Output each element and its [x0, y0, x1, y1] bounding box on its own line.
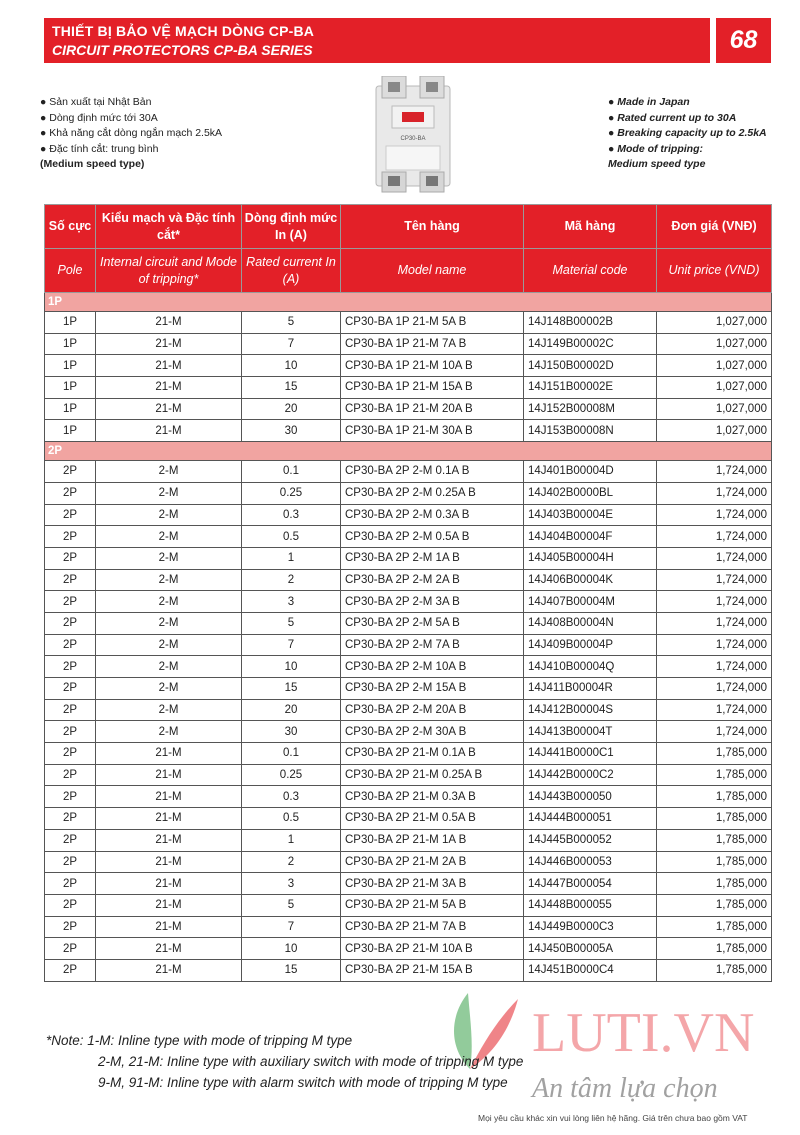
unit-price-cell: 1,785,000 — [657, 808, 772, 830]
circuit-type-cell: 21-M — [96, 764, 242, 786]
table-row — [45, 786, 772, 808]
unit-price-cell: 1,027,000 — [657, 398, 772, 420]
rated-current-cell: 30 — [242, 420, 341, 442]
col-header: Pole — [45, 249, 96, 293]
rated-current-cell: 10 — [242, 938, 341, 960]
pole-cell: 2P — [45, 829, 96, 851]
model-name-cell: CP30-BA 2P 2-M 1A B — [341, 547, 524, 569]
pole-cell: 1P — [45, 420, 96, 442]
col-header: Số cực — [45, 205, 96, 249]
table-row — [45, 504, 772, 526]
model-name-cell: CP30-BA 2P 2-M 0.5A B — [341, 526, 524, 548]
model-name-cell: CP30-BA 1P 21-M 15A B — [341, 377, 524, 399]
pole-cell: 2P — [45, 634, 96, 656]
pole-cell: 2P — [45, 764, 96, 786]
feature-line: ● Mode of tripping: — [608, 142, 703, 155]
material-code-cell: 14J412B00004S — [524, 699, 657, 721]
rated-current-cell: 0.25 — [242, 764, 341, 786]
circuit-type-cell: 2-M — [96, 612, 242, 634]
circuit-type-cell: 21-M — [96, 808, 242, 830]
unit-price-cell: 1,724,000 — [657, 547, 772, 569]
product-label: CP30-BA — [400, 136, 426, 142]
material-code-cell: 14J446B000053 — [524, 851, 657, 873]
pole-cell: 2P — [45, 786, 96, 808]
material-code-cell: 14J444B000051 — [524, 808, 657, 830]
rated-current-cell: 2 — [242, 569, 341, 591]
circuit-type-cell: 2-M — [96, 504, 242, 526]
pole-cell: 2P — [45, 656, 96, 678]
material-code-cell: 14J405B00004H — [524, 547, 657, 569]
pole-cell: 2P — [45, 461, 96, 483]
rated-current-cell: 30 — [242, 721, 341, 743]
circuit-type-cell: 21-M — [96, 333, 242, 355]
group-row-1p — [45, 293, 772, 312]
table-row — [45, 851, 772, 873]
table-row — [45, 634, 772, 656]
unit-price-cell: 1,724,000 — [657, 591, 772, 613]
unit-price-cell: 1,785,000 — [657, 851, 772, 873]
circuit-type-cell: 2-M — [96, 591, 242, 613]
table-row — [45, 916, 772, 938]
material-code-cell: 14J451B0000C4 — [524, 959, 657, 981]
model-name-cell: CP30-BA 2P 21-M 0.5A B — [341, 808, 524, 830]
rated-current-cell: 1 — [242, 829, 341, 851]
note-line: *Note: 1-M: Inline type with mode of tripping M type — [46, 1033, 353, 1048]
col-header: Tên hàng — [341, 205, 524, 249]
pole-cell: 1P — [45, 355, 96, 377]
model-name-cell: CP30-BA 1P 21-M 20A B — [341, 398, 524, 420]
table-row — [45, 699, 772, 721]
table-body — [45, 293, 772, 982]
page-header-banner — [44, 18, 710, 63]
circuit-type-cell: 21-M — [96, 420, 242, 442]
material-code-cell: 14J149B00002C — [524, 333, 657, 355]
table-row — [45, 656, 772, 678]
group-label: 2P — [45, 442, 772, 461]
material-code-cell: 14J148B00002B — [524, 312, 657, 334]
circuit-type-cell: 21-M — [96, 873, 242, 895]
pole-cell: 2P — [45, 894, 96, 916]
rated-current-cell: 0.3 — [242, 504, 341, 526]
material-code-cell: 14J403B00004E — [524, 504, 657, 526]
model-name-cell: CP30-BA 2P 21-M 1A B — [341, 829, 524, 851]
col-header: Dòng định mức In (A) — [242, 205, 341, 249]
circuit-type-cell: 21-M — [96, 398, 242, 420]
unit-price-cell: 1,724,000 — [657, 569, 772, 591]
model-name-cell: CP30-BA 1P 21-M 5A B — [341, 312, 524, 334]
unit-price-cell: 1,724,000 — [657, 612, 772, 634]
table-header-row-vn — [45, 205, 772, 249]
model-name-cell: CP30-BA 2P 2-M 5A B — [341, 612, 524, 634]
table-row — [45, 808, 772, 830]
price-table — [44, 204, 772, 982]
model-name-cell: CP30-BA 2P 2-M 30A B — [341, 721, 524, 743]
col-header: Đơn giá (VNĐ) — [657, 205, 772, 249]
material-code-cell: 14J408B00004N — [524, 612, 657, 634]
rated-current-cell: 5 — [242, 312, 341, 334]
pole-cell: 1P — [45, 312, 96, 334]
col-header: Material code — [524, 249, 657, 293]
material-code-cell: 14J441B0000C1 — [524, 743, 657, 765]
circuit-type-cell: 2-M — [96, 461, 242, 483]
material-code-cell: 14J151B00002E — [524, 377, 657, 399]
footnotes — [46, 1030, 523, 1093]
unit-price-cell: 1,785,000 — [657, 786, 772, 808]
rated-current-cell: 7 — [242, 916, 341, 938]
table-row — [45, 873, 772, 895]
unit-price-cell: 1,724,000 — [657, 721, 772, 743]
material-code-cell: 14J409B00004P — [524, 634, 657, 656]
pole-cell: 2P — [45, 504, 96, 526]
unit-price-cell: 1,785,000 — [657, 959, 772, 981]
pole-cell: 2P — [45, 591, 96, 613]
rated-current-cell: 1 — [242, 547, 341, 569]
rated-current-cell: 0.5 — [242, 526, 341, 548]
pole-cell: 2P — [45, 938, 96, 960]
unit-price-cell: 1,027,000 — [657, 312, 772, 334]
feature-line: ● Khả năng cắt dòng ngắn mạch 2.5kA — [40, 127, 223, 139]
material-code-cell: 14J442B0000C2 — [524, 764, 657, 786]
pole-cell: 2P — [45, 699, 96, 721]
circuit-type-cell: 2-M — [96, 699, 242, 721]
rated-current-cell: 2 — [242, 851, 341, 873]
material-code-cell: 14J401B00004D — [524, 461, 657, 483]
table-row — [45, 829, 772, 851]
unit-price-cell: 1,785,000 — [657, 743, 772, 765]
note-line: 9-M, 91-M: Inline type with alarm switch with mode of tripping M type — [98, 1075, 508, 1090]
model-name-cell: CP30-BA 2P 2-M 10A B — [341, 656, 524, 678]
table-row — [45, 355, 772, 377]
material-code-cell: 14J448B000055 — [524, 894, 657, 916]
features-english — [608, 95, 767, 173]
circuit-type-cell: 21-M — [96, 355, 242, 377]
model-name-cell: CP30-BA 2P 21-M 5A B — [341, 894, 524, 916]
title-vietnamese: THIẾT BỊ BẢO VỆ MẠCH DÒNG CP-BA — [52, 23, 315, 39]
pole-cell: 1P — [45, 377, 96, 399]
circuit-type-cell: 21-M — [96, 786, 242, 808]
material-code-cell: 14J152B00008M — [524, 398, 657, 420]
model-name-cell: CP30-BA 2P 2-M 3A B — [341, 591, 524, 613]
rated-current-cell: 7 — [242, 634, 341, 656]
rated-current-cell: 3 — [242, 591, 341, 613]
unit-price-cell: 1,027,000 — [657, 377, 772, 399]
rated-current-cell: 5 — [242, 894, 341, 916]
circuit-type-cell: 2-M — [96, 569, 242, 591]
table-row — [45, 461, 772, 483]
pole-cell: 2P — [45, 721, 96, 743]
unit-price-cell: 1,724,000 — [657, 482, 772, 504]
col-header: Mã hàng — [524, 205, 657, 249]
feature-line: ● Đặc tính cắt: trung bình — [40, 142, 159, 155]
model-name-cell: CP30-BA 2P 2-M 0.1A B — [341, 461, 524, 483]
col-header: Internal circuit and Mode of tripping* — [96, 249, 242, 293]
rated-current-cell: 0.1 — [242, 461, 341, 483]
feature-line: ● Sản xuất tại Nhật Bản — [40, 96, 152, 108]
unit-price-cell: 1,724,000 — [657, 634, 772, 656]
feature-line: ● Dòng định mức tới 30A — [40, 111, 158, 124]
rated-current-cell: 5 — [242, 612, 341, 634]
rated-current-cell: 0.5 — [242, 808, 341, 830]
footer-note: Mọi yêu cầu khác xin vui lòng liên hệ hãng. Giá trên chưa bao gồm VAT — [478, 1113, 748, 1123]
table-row — [45, 398, 772, 420]
rated-current-cell: 10 — [242, 355, 341, 377]
circuit-type-cell: 21-M — [96, 312, 242, 334]
circuit-type-cell: 21-M — [96, 894, 242, 916]
title-english: CIRCUIT PROTECTORS CP-BA SERIES — [52, 42, 313, 58]
model-name-cell: CP30-BA 2P 2-M 15A B — [341, 678, 524, 700]
feature-line: (Medium speed type) — [40, 158, 145, 170]
rated-current-cell: 0.3 — [242, 786, 341, 808]
pole-cell: 2P — [45, 959, 96, 981]
table-row — [45, 591, 772, 613]
material-code-cell: 14J447B000054 — [524, 873, 657, 895]
unit-price-cell: 1,785,000 — [657, 894, 772, 916]
feature-line: ● Breaking capacity up to 2.5kA — [608, 127, 767, 139]
model-name-cell: CP30-BA 2P 2-M 7A B — [341, 634, 524, 656]
unit-price-cell: 1,785,000 — [657, 873, 772, 895]
col-header: Kiểu mạch và Đặc tính cắt* — [96, 205, 242, 249]
unit-price-cell: 1,785,000 — [657, 764, 772, 786]
unit-price-cell: 1,027,000 — [657, 420, 772, 442]
rated-current-cell: 20 — [242, 398, 341, 420]
group-label: 1P — [45, 293, 772, 312]
material-code-cell: 14J406B00004K — [524, 569, 657, 591]
material-code-cell: 14J443B000050 — [524, 786, 657, 808]
note-line: 2-M, 21-M: Inline type with auxiliary switch with mode of tripping M type — [98, 1054, 524, 1069]
circuit-type-cell: 21-M — [96, 743, 242, 765]
unit-price-cell: 1,724,000 — [657, 699, 772, 721]
material-code-cell: 14J413B00004T — [524, 721, 657, 743]
material-code-cell: 14J153B00008N — [524, 420, 657, 442]
model-name-cell: CP30-BA 1P 21-M 10A B — [341, 355, 524, 377]
table-row — [45, 377, 772, 399]
table-row — [45, 938, 772, 960]
table-row — [45, 959, 772, 981]
model-name-cell: CP30-BA 2P 2-M 0.25A B — [341, 482, 524, 504]
unit-price-cell: 1,027,000 — [657, 333, 772, 355]
unit-price-cell: 1,724,000 — [657, 678, 772, 700]
pole-cell: 1P — [45, 398, 96, 420]
rated-current-cell: 3 — [242, 873, 341, 895]
col-header: Model name — [341, 249, 524, 293]
circuit-type-cell: 21-M — [96, 916, 242, 938]
model-name-cell: CP30-BA 2P 21-M 0.25A B — [341, 764, 524, 786]
circuit-type-cell: 2-M — [96, 547, 242, 569]
table-row — [45, 764, 772, 786]
circuit-type-cell: 2-M — [96, 526, 242, 548]
group-row-2p — [45, 442, 772, 461]
circuit-type-cell: 21-M — [96, 377, 242, 399]
col-header: Unit price (VND) — [657, 249, 772, 293]
material-code-cell: 14J410B00004Q — [524, 656, 657, 678]
table-row — [45, 678, 772, 700]
feature-line: Medium speed type — [608, 158, 706, 170]
model-name-cell: CP30-BA 1P 21-M 7A B — [341, 333, 524, 355]
unit-price-cell: 1,724,000 — [657, 504, 772, 526]
rated-current-cell: 7 — [242, 333, 341, 355]
circuit-type-cell: 21-M — [96, 938, 242, 960]
table-row — [45, 743, 772, 765]
pole-cell: 2P — [45, 808, 96, 830]
material-code-cell: 14J445B000052 — [524, 829, 657, 851]
model-name-cell: CP30-BA 2P 2-M 20A B — [341, 699, 524, 721]
unit-price-cell: 1,785,000 — [657, 938, 772, 960]
pole-cell: 2P — [45, 678, 96, 700]
pole-cell: 2P — [45, 612, 96, 634]
table-row — [45, 420, 772, 442]
unit-price-cell: 1,027,000 — [657, 355, 772, 377]
material-code-cell: 14J450B00005A — [524, 938, 657, 960]
pole-cell: 1P — [45, 333, 96, 355]
circuit-type-cell: 2-M — [96, 678, 242, 700]
pole-cell: 2P — [45, 526, 96, 548]
circuit-type-cell: 21-M — [96, 829, 242, 851]
rated-current-cell: 15 — [242, 678, 341, 700]
table-row — [45, 312, 772, 334]
model-name-cell: CP30-BA 2P 21-M 2A B — [341, 851, 524, 873]
table-row — [45, 569, 772, 591]
watermark-brand: LUTI.VN — [532, 1002, 755, 1064]
pole-cell: 2P — [45, 569, 96, 591]
material-code-cell: 14J407B00004M — [524, 591, 657, 613]
material-code-cell: 14J402B0000BL — [524, 482, 657, 504]
table-row — [45, 547, 772, 569]
rated-current-cell: 15 — [242, 959, 341, 981]
page-number: 68 — [716, 18, 771, 63]
circuit-type-cell: 2-M — [96, 656, 242, 678]
unit-price-cell: 1,724,000 — [657, 526, 772, 548]
circuit-type-cell: 2-M — [96, 482, 242, 504]
model-name-cell: CP30-BA 2P 21-M 15A B — [341, 959, 524, 981]
material-code-cell: 14J150B00002D — [524, 355, 657, 377]
pole-cell: 2P — [45, 482, 96, 504]
model-name-cell: CP30-BA 2P 2-M 0.3A B — [341, 504, 524, 526]
model-name-cell: CP30-BA 2P 21-M 7A B — [341, 916, 524, 938]
model-name-cell: CP30-BA 2P 21-M 0.1A B — [341, 743, 524, 765]
table-row — [45, 894, 772, 916]
model-name-cell: CP30-BA 1P 21-M 30A B — [341, 420, 524, 442]
model-name-cell: CP30-BA 2P 21-M 10A B — [341, 938, 524, 960]
table-row — [45, 333, 772, 355]
unit-price-cell: 1,785,000 — [657, 916, 772, 938]
table-row — [45, 612, 772, 634]
circuit-type-cell: 2-M — [96, 634, 242, 656]
model-name-cell: CP30-BA 2P 21-M 3A B — [341, 873, 524, 895]
material-code-cell: 14J404B00004F — [524, 526, 657, 548]
pole-cell: 2P — [45, 873, 96, 895]
pole-cell: 2P — [45, 916, 96, 938]
unit-price-cell: 1,724,000 — [657, 656, 772, 678]
circuit-type-cell: 21-M — [96, 851, 242, 873]
model-name-cell: CP30-BA 2P 2-M 2A B — [341, 569, 524, 591]
unit-price-cell: 1,785,000 — [657, 829, 772, 851]
circuit-type-cell: 21-M — [96, 959, 242, 981]
pole-cell: 2P — [45, 851, 96, 873]
unit-price-cell: 1,724,000 — [657, 461, 772, 483]
feature-line: ● Rated current up to 30A — [608, 111, 737, 124]
model-name-cell: CP30-BA 2P 21-M 0.3A B — [341, 786, 524, 808]
rated-current-cell: 20 — [242, 699, 341, 721]
col-header: Rated current In (A) — [242, 249, 341, 293]
feature-line: ● Made in Japan — [608, 96, 690, 108]
product-photo — [368, 76, 458, 194]
circuit-type-cell: 2-M — [96, 721, 242, 743]
pole-cell: 2P — [45, 743, 96, 765]
material-code-cell: 14J449B0000C3 — [524, 916, 657, 938]
rated-current-cell: 10 — [242, 656, 341, 678]
rated-current-cell: 0.1 — [242, 743, 341, 765]
material-code-cell: 14J411B00004R — [524, 678, 657, 700]
rated-current-cell: 15 — [242, 377, 341, 399]
table-row — [45, 721, 772, 743]
table-row — [45, 526, 772, 548]
table-row — [45, 482, 772, 504]
table-header-row-en — [45, 249, 772, 293]
watermark-slogan: An tâm lựa chọn — [532, 1073, 718, 1104]
features-vietnamese — [40, 95, 222, 173]
rated-current-cell: 0.25 — [242, 482, 341, 504]
pole-cell: 2P — [45, 547, 96, 569]
